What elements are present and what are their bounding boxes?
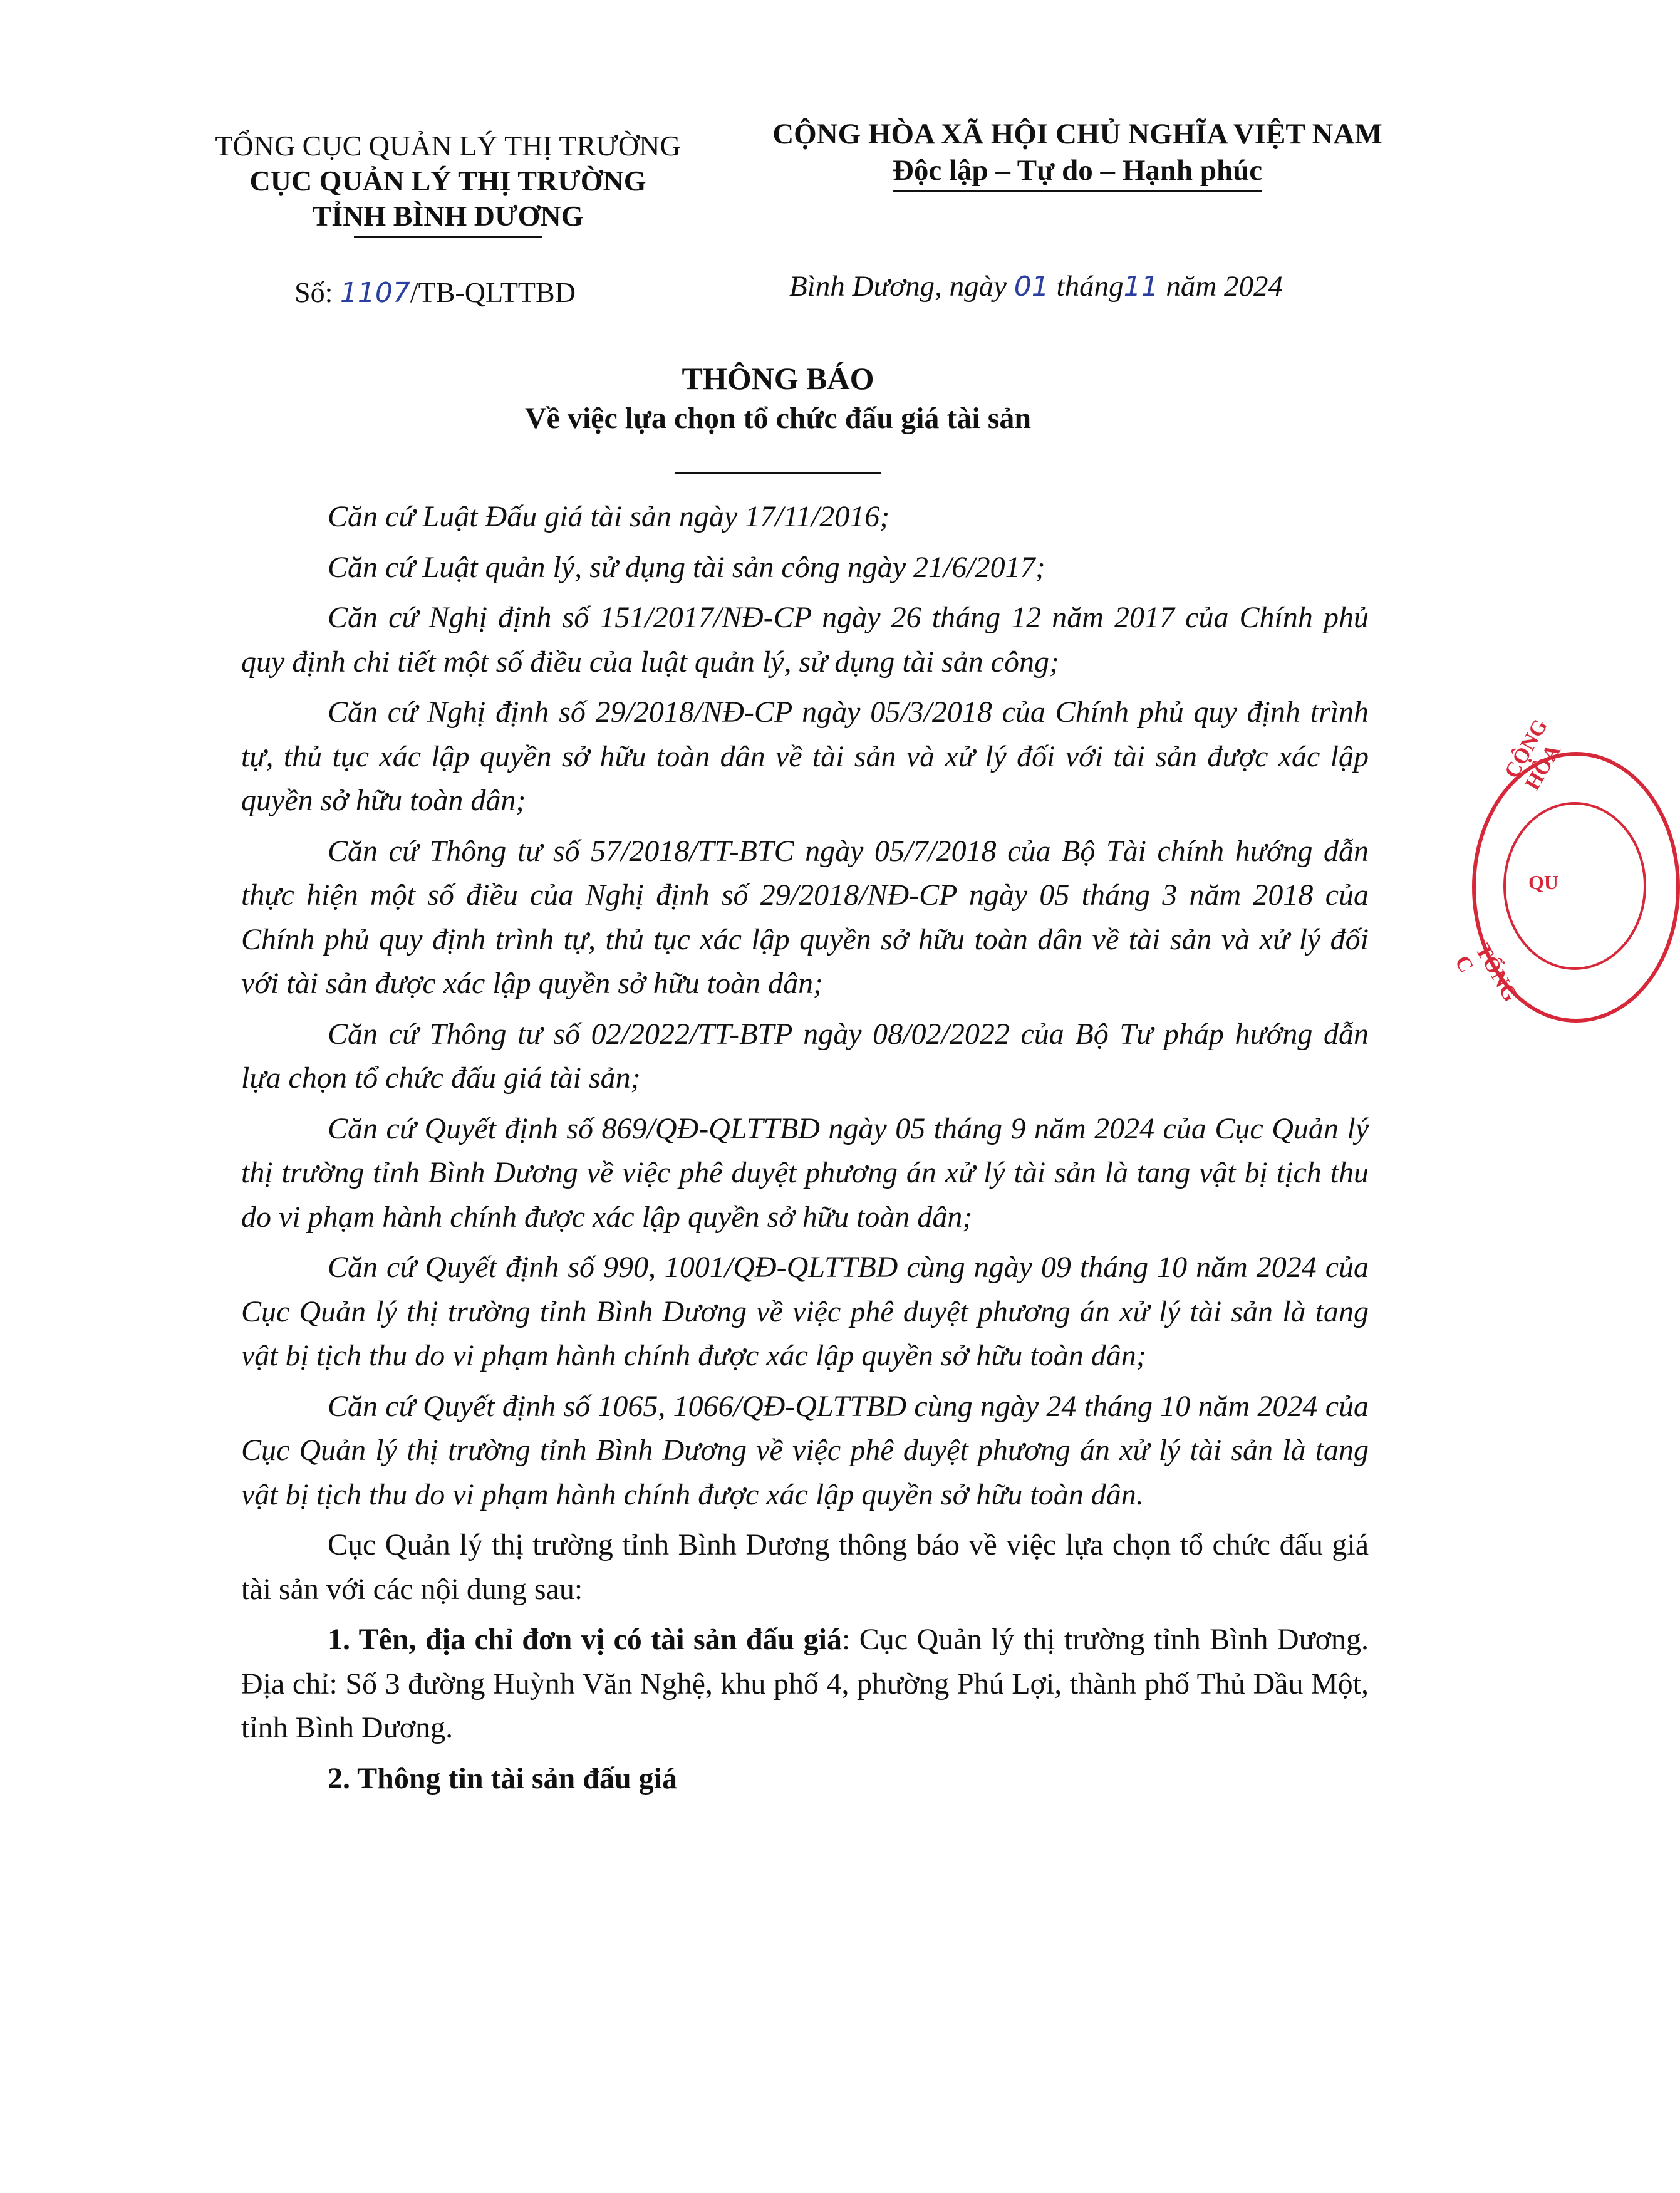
section-2-heading: 2. Thông tin tài sản đấu giá — [328, 1761, 677, 1795]
date-place: Bình Dương, ngày — [789, 270, 1014, 303]
legal-basis-4: Căn cứ Nghị định số 29/2018/NĐ-CP ngày 05/3/2018 của Chính phủ quy định trình tự, thủ tục xác lập quyền sở hữu toàn dân về tài sản và xử lý đối với tài sản được xác lập quyền sở hữu toàn dân; — [241, 695, 1369, 817]
stamp-text-top: CỘNG HÒA — [1500, 715, 1565, 794]
legal-basis-9: Căn cứ Quyết định số 1065, 1066/QĐ-QLTTBD cùng ngày 24 tháng 10 năm 2024 của Cục Quản lý thị trường tỉnh Bình Dương về việc phê duyệt phương án xử lý tài sản là tang vật bị tịch thu do vi phạm hành chính được xác lập quyền sở hữu toàn dân. — [241, 1389, 1369, 1511]
document-subtitle — [0, 401, 1556, 474]
legal-basis-3: Căn cứ Nghị định số 151/2017/NĐ-CP ngày 26 tháng 12 năm 2017 của Chính phủ quy định chi tiết một số điều của luật quản lý, sử dụng tài sản công; — [241, 601, 1369, 679]
section-1-heading: 1. Tên, địa chỉ đơn vị có tài sản đấu giá — [328, 1623, 842, 1656]
section-1 — [241, 1618, 1369, 1751]
number-handwritten: 1107 — [340, 277, 410, 309]
legal-basis-2: Căn cứ Luật quản lý, sử dụng tài sản công ngày 21/6/2017; — [328, 550, 1045, 584]
national-name: CỘNG HÒA XÃ HỘI CHỦ NGHĨA VIỆT NAM — [772, 118, 1382, 150]
national-header — [739, 116, 1416, 192]
legal-basis-6: Căn cứ Thông tư số 02/2022/TT-BTP ngày 08/02/2022 của Bộ Tư pháp hướng dẫn lựa chọn tổ chức đấu giá tài sản; — [241, 1017, 1369, 1095]
legal-basis-1: Căn cứ Luật Đấu giá tài sản ngày 17/11/2016; — [328, 500, 890, 533]
document-body — [241, 495, 1369, 1807]
subtitle-text: Về việc lựa chọn tổ chức đấu giá tài sản — [524, 402, 1032, 435]
date-month-label: tháng — [1049, 270, 1124, 303]
intro-paragraph: Cục Quản lý thị trường tỉnh Bình Dương thông báo về việc lựa chọn tổ chức đấu giá tài sản với các nội dung sau: — [241, 1528, 1369, 1606]
issuing-agency — [182, 128, 714, 238]
document-date — [789, 269, 1283, 303]
date-month: 11 — [1123, 271, 1159, 303]
stamp-text-bottom: TỔNG C — [1450, 940, 1523, 1006]
agency-parent: TỔNG CỤC QUẢN LÝ THỊ TRƯỜNG — [215, 130, 681, 162]
section-1-text: : Cục Quản lý thị trường tỉnh Bình Dương. Địa chỉ: Số 3 đường Huỳnh Văn Nghệ, khu phố 4, phường Phú Lợi, thành phố Thủ Dầu Một, tỉnh Bình Dương. — [241, 1623, 1369, 1744]
date-year: năm 2024 — [1158, 270, 1283, 303]
number-suffix: /TB-QLTTBD — [410, 276, 576, 308]
date-day: 01 — [1014, 271, 1049, 303]
agency-name: CỤC QUẢN LÝ THỊ TRƯỜNG — [249, 165, 646, 197]
legal-basis-8: Căn cứ Quyết định số 990, 1001/QĐ-QLTTBD cùng ngày 09 tháng 10 năm 2024 của Cục Quản lý thị trường tỉnh Bình Dương về việc phê duyệt phương án xử lý tài sản là tang vật bị tịch thu do vi phạm hành chính được xác lập quyền sở hữu toàn dân; — [241, 1251, 1369, 1372]
national-motto: Độc lập – Tự do – Hạnh phúc — [893, 152, 1262, 192]
stamp-text-center: QU — [1528, 871, 1558, 893]
number-prefix: Số: — [294, 276, 340, 308]
subtitle-underline — [675, 472, 881, 474]
agency-underline — [354, 236, 542, 238]
agency-province: TỈNH BÌNH DƯƠNG — [312, 200, 584, 232]
section-2 — [241, 1757, 1369, 1801]
legal-basis-7: Căn cứ Quyết định số 869/QĐ-QLTTBD ngày 05 tháng 9 năm 2024 của Cục Quản lý thị trường tỉnh Bình Dương về việc phê duyệt phương án xử lý tài sản là tang vật bị tịch thu do vi phạm hành chính được xác lập quyền sở hữu toàn dân; — [241, 1112, 1369, 1234]
legal-basis-5: Căn cứ Thông tư số 57/2018/TT-BTC ngày 05/7/2018 của Bộ Tài chính hướng dẫn thực hiện một số điều của Nghị định số 29/2018/NĐ-CP ngày 05 tháng 3 năm 2018 của Chính phủ quy định trình tự, thủ tục xác lập quyền sở hữu toàn dân về tài sản và xử lý đối với tài sản được xác lập quyền sở hữu toàn dân; — [241, 834, 1369, 1000]
document-number — [294, 276, 576, 309]
official-stamp-inner-ring — [1503, 802, 1646, 970]
document-title: THÔNG BÁO — [682, 361, 874, 396]
